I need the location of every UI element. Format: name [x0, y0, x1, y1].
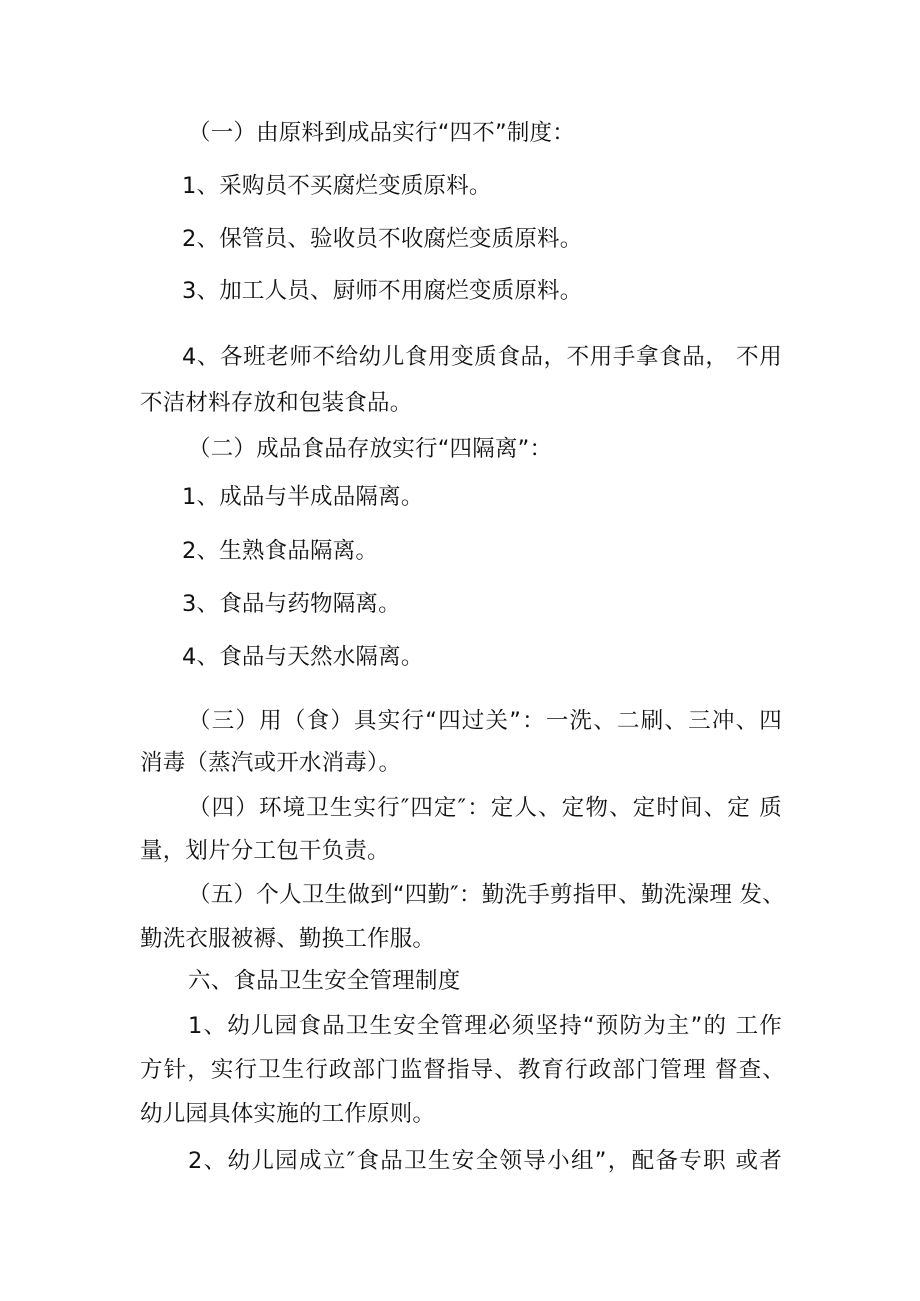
paragraph-line: 幼儿园具体实施的工作原则。 — [140, 1101, 436, 1127]
section-heading-3: （三）用（食）具实行“四过关”：一洗、二刷、三冲、四 — [188, 708, 782, 734]
list-item: 1、成品与半成品隔离。 — [182, 484, 424, 510]
paragraph-line: 消毒（蒸汽或开水消毒）。 — [140, 750, 402, 776]
list-item: 3、加工人员、厨师不用腐烂变质原料。 — [182, 278, 583, 304]
paragraph-line: 量，划片分工包干负责。 — [140, 838, 390, 864]
paragraph-line: 4、各班老师不给幼儿食用变质食品，不用手拿食品， 不用 — [182, 344, 782, 370]
section-heading-1: （一）由原料到成品实行“四不”制度： — [188, 120, 575, 146]
section-heading-2: （二）成品食品存放实行“四隔离”： — [188, 436, 553, 462]
paragraph-line: 2、幼儿园成立″食品卫生安全领导小组”，配备专职 或者 — [188, 1148, 782, 1174]
paragraph-line: 1、幼儿园食品卫生安全管理必须坚持“预防为主”的 工作 — [188, 1013, 782, 1039]
section-heading-6: 六、食品卫生安全管理制度 — [188, 968, 461, 994]
list-item: 2、保管员、验收员不收腐烂变质原料。 — [182, 226, 583, 252]
list-item: 2、生熟食品隔离。 — [182, 538, 379, 564]
paragraph-line: 方针，实行卫生行政部门监督指导、教育行政部门管理 督查、 — [140, 1057, 785, 1083]
paragraph-line: 勤洗衣服被褥、勤换工作服。 — [140, 926, 436, 952]
section-heading-5: （五）个人卫生做到“四勤″：勤洗手剪指甲、勤洗澡理 发、 — [188, 882, 785, 908]
list-item: 1、采购员不买腐烂变质原料。 — [182, 173, 492, 199]
list-item: 4、食品与天然水隔离。 — [182, 644, 424, 670]
paragraph-line: 不洁材料存放和包装食品。 — [140, 390, 413, 416]
list-item: 3、食品与药物隔离。 — [182, 591, 401, 617]
section-heading-4: （四）环境卫生实行″四定″：定人、定物、定时间、定 质 — [188, 795, 782, 821]
